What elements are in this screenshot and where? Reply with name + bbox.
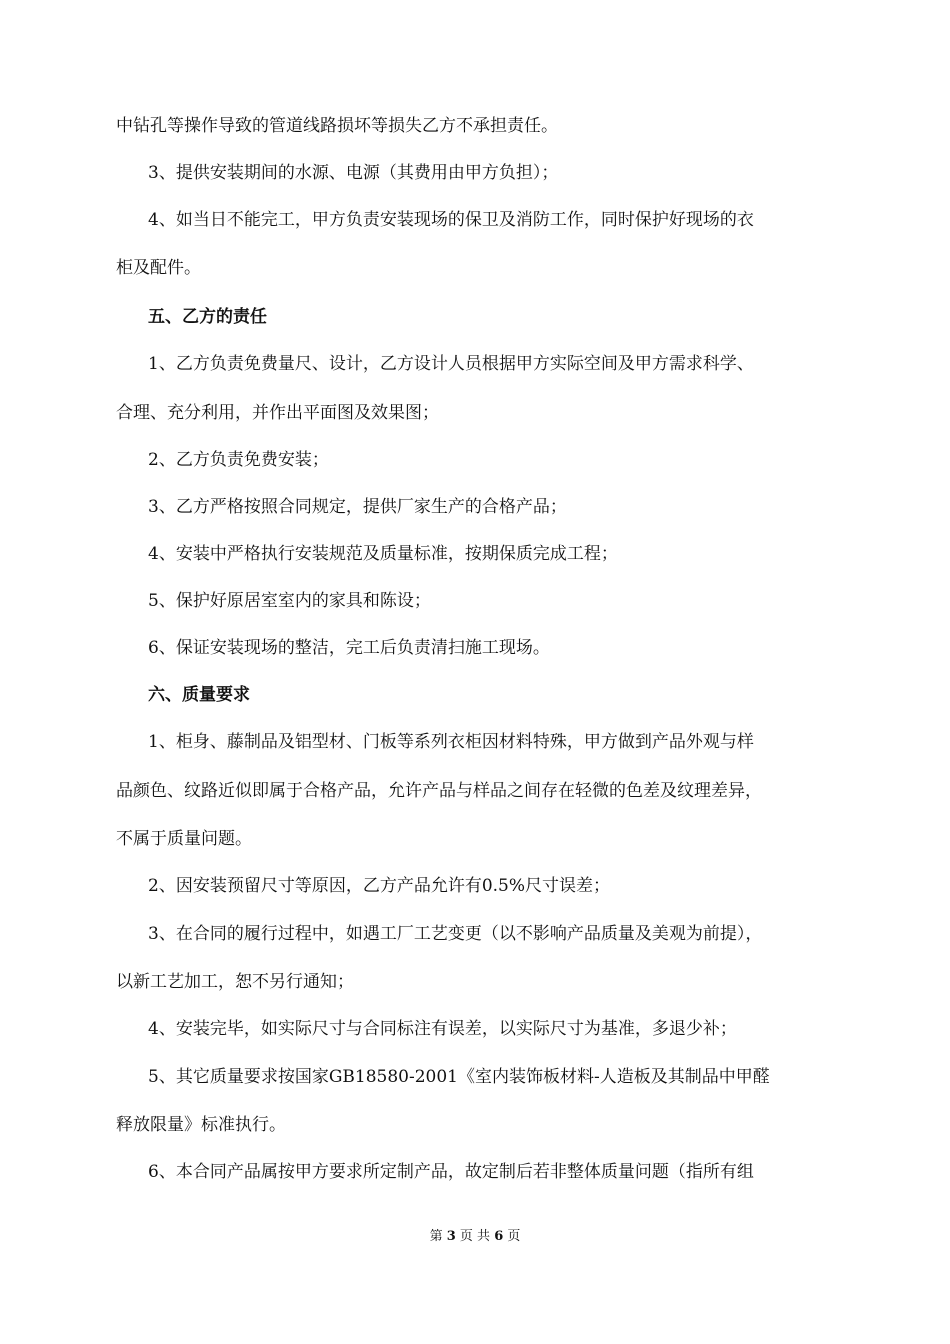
paragraph-line: 3、乙方严格按照合同规定，提供厂家生产的合格产品； bbox=[148, 497, 567, 517]
paragraph-line: 2、因安装预留尺寸等原因，乙方产品允许有0.5%尺寸误差； bbox=[148, 876, 611, 896]
section-heading: 六、质量要求 bbox=[148, 685, 250, 705]
paragraph-line: 品颜色、纹路近似即属于合格产品，允许产品与样品之间存在轻微的色差及纹理差异， bbox=[116, 781, 762, 801]
paragraph-line: 不属于质量问题。 bbox=[116, 829, 252, 849]
paragraph-line: 4、如当日不能完工，甲方负责安装现场的保卫及消防工作，同时保护好现场的衣 bbox=[148, 210, 754, 230]
paragraph-line: 释放限量》标准执行。 bbox=[116, 1115, 286, 1135]
paragraph-line: 5、保护好原居室室内的家具和陈设； bbox=[148, 591, 431, 611]
footer-suffix: 页 bbox=[507, 1229, 521, 1244]
paragraph-line: 3、在合同的履行过程中，如遇工厂工艺变更（以不影响产品质量及美观为前提）， bbox=[148, 924, 763, 944]
paragraph-line: 2、乙方负责免费安装； bbox=[148, 450, 329, 470]
footer-prefix: 第 bbox=[429, 1229, 443, 1244]
paragraph-line: 4、安装中严格执行安装规范及质量标准，按期保质完成工程； bbox=[148, 544, 618, 564]
current-page-number: 3 bbox=[446, 1229, 456, 1244]
paragraph-line: 3、提供安装期间的水源、电源（其费用由甲方负担）； bbox=[148, 163, 559, 183]
section-heading: 五、乙方的责任 bbox=[148, 307, 267, 327]
page-footer bbox=[0, 1228, 950, 1246]
paragraph-line: 4、安装完毕，如实际尺寸与合同标注有误差，以实际尺寸为基准，多退少补； bbox=[148, 1019, 737, 1039]
footer-middle: 页 共 bbox=[459, 1229, 491, 1244]
paragraph-line: 6、本合同产品属按甲方要求所定制产品，故定制后若非整体质量问题（指所有组 bbox=[148, 1162, 754, 1182]
paragraph-line: 1、柜身、藤制品及铝型材、门板等系列衣柜因材料特殊，甲方做到产品外观与样 bbox=[148, 732, 754, 752]
paragraph-line: 柜及配件。 bbox=[116, 258, 201, 278]
paragraph-line: 合理、充分利用，并作出平面图及效果图； bbox=[116, 403, 439, 423]
total-pages-number: 6 bbox=[494, 1229, 504, 1244]
paragraph-line: 6、保证安装现场的整洁，完工后负责清扫施工现场。 bbox=[148, 638, 550, 658]
paragraph-line: 1、乙方负责免费量尺、设计，乙方设计人员根据甲方实际空间及甲方需求科学、 bbox=[148, 354, 754, 374]
paragraph-line: 以新工艺加工，恕不另行通知； bbox=[116, 972, 354, 992]
paragraph-line: 5、其它质量要求按国家GB18580-2001《室内装饰板材料-人造板及其制品中甲醛 bbox=[148, 1067, 770, 1087]
paragraph-line: 中钻孔等操作导致的管道线路损坏等损失乙方不承担责任。 bbox=[116, 116, 558, 136]
